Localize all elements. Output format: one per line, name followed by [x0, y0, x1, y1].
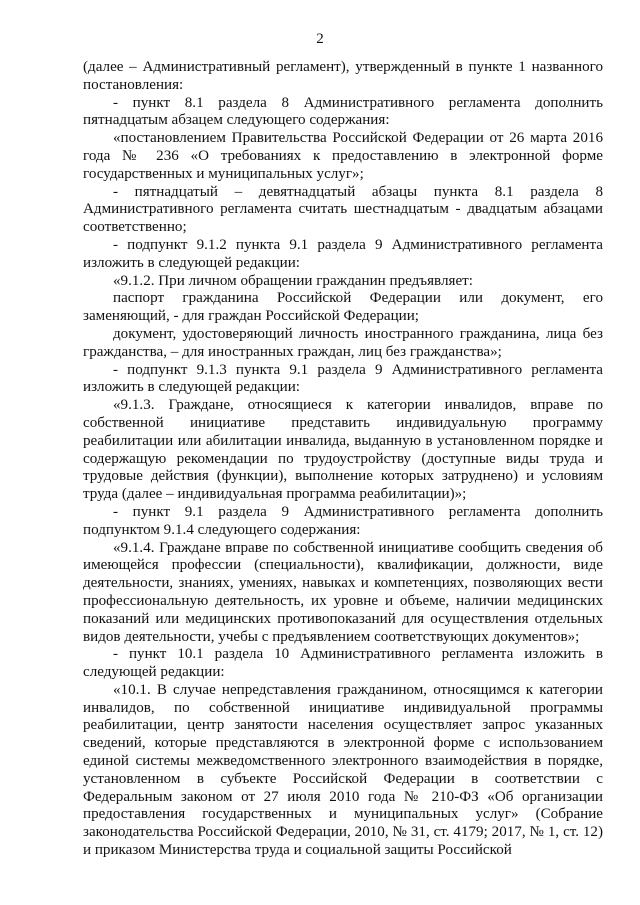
page-number: 2 [316, 31, 324, 47]
paragraph-item-9-1-3: - подпункт 9.1.3 пункта 9.1 раздела 9 Административного регламента изложить в следующей редакции: [83, 361, 603, 396]
paragraph-foreign-id: документ, удостоверяющий личность иностранного гражданина, лица без гражданства, – для иностранных граждан, лиц без гражданства»; [83, 325, 603, 360]
paragraph-continuation: (далее – Административный регламент), утвержденный в пункте 1 названного постановления: [83, 59, 603, 93]
paragraph-item-10-1: - пункт 10.1 раздела 10 Административного регламента изложить в следующей редакции: [83, 646, 603, 681]
paragraph-quote-10-1: «10.1. В случае непредставления гражданином, относящимся к категории инвалидов, по собственной инициативе индивидуальной программы реабилитации, центр занятости населения осуществляет запрос указанных сведений, которые представляются в электронной форме с использованием единой системы межведомственного электронного взаимодействия в порядке, установленном в субъекте Российской Федерации в соответствии с Федеральным законом от 27 июля 2010 года № 210-ФЗ «Об организации предоставления государственных и муниципальных услуг» (Собрание законодательства Российской Федерации, 2010, № 31, ст. 4179; 2017, № 1, ст. 12) и приказом Министерства труда и социальной защиты Российской [83, 681, 603, 859]
paragraph-quote-9-1-2: «9.1.2. При личном обращении гражданин предъявляет: [113, 272, 473, 289]
paragraph-item-9-1-4: - пункт 9.1 раздела 9 Административного регламента дополнить подпунктом 9.1.4 следующего содержания: [83, 503, 603, 538]
paragraph-quote-9-1-3: «9.1.3. Граждане, относящиеся к категории инвалидов, вправе по собственной инициативе представить индивидуальную программу реабилитации или абилитации инвалида, выданную в установленном порядке и содержащую рекомендации по трудоустройству (доступные виды труда и трудовые действия (функции), выполнение которых затруднено) и условиям труда (далее – индивидуальная программа реабилитации)»; [83, 397, 603, 503]
paragraph-passport: паспорт гражданина Российской Федерации или документ, его заменяющий, - для граждан Российской Федерации; [83, 290, 603, 325]
document-body [83, 59, 603, 860]
paragraph-item-renumbering: - пятнадцатый – девятнадцатый абзацы пункта 8.1 раздела 8 Административного регламента считать шестнадцатым - двадцатым абзацами соответственно; [83, 183, 603, 236]
paragraph-quote-decree-236: «постановлением Правительства Российской Федерации от 26 марта 2016 года № 236 «О требованиях к предоставлению в электронной форме государственных и муниципальных услуг»; [83, 130, 603, 182]
paragraph-item-9-1-2: - подпункт 9.1.2 пункта 9.1 раздела 9 Административного регламента изложить в следующей редакции: [83, 236, 603, 271]
paragraph-item-8-1-addition: - пункт 8.1 раздела 8 Административного регламента дополнить пятнадцатым абзацем следующего содержания: [83, 94, 603, 129]
paragraph-quote-9-1-4: «9.1.4. Граждане вправе по собственной инициативе сообщить сведения об имеющейся профессии (специальности), квалификации, должности, виде деятельности, знаниях, умениях, навыках и компетенциях, позволяющих вести профессиональную деятельность, их уровне и объеме, наличии медицинских показаний или медицинских противопоказаний для осуществления отдельных видов деятельности, учебы с предъявлением соответствующих документов»; [83, 539, 603, 645]
